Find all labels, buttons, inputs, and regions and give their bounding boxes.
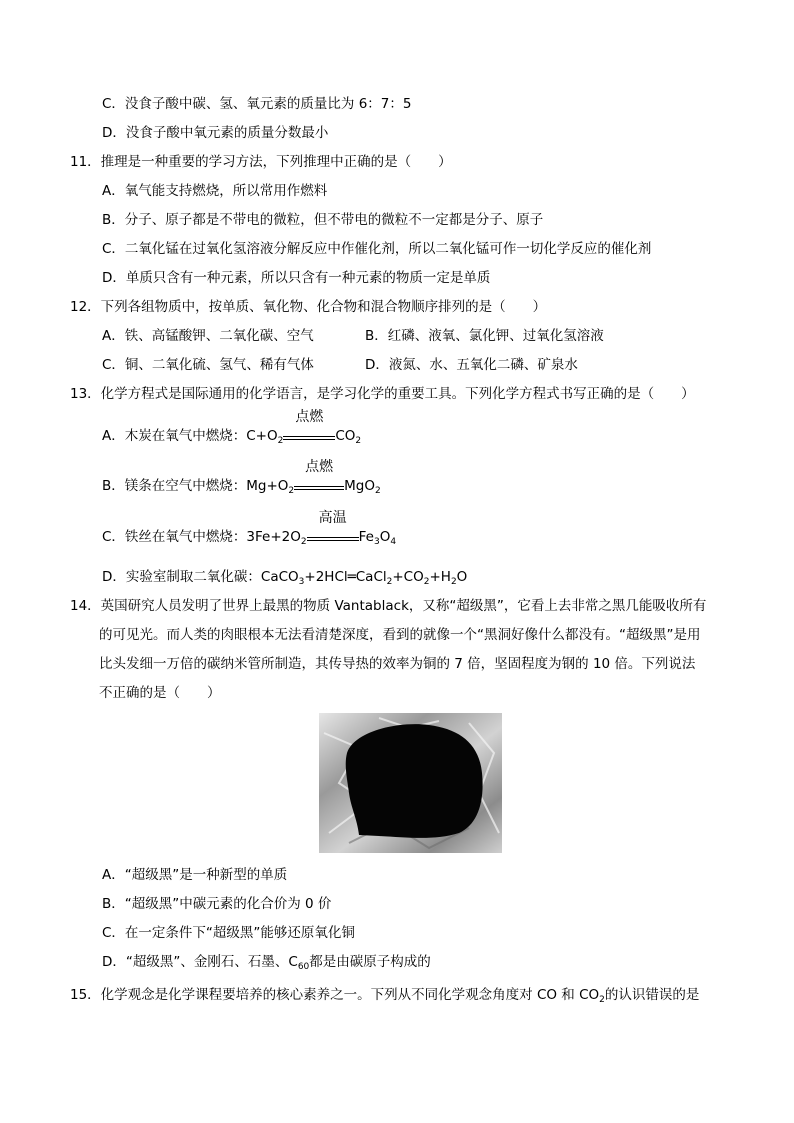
reaction-condition: 点燃 [305,459,334,475]
question-12-option-d: D．液氮、水、五氧化二磷、矿泉水 [365,357,578,373]
subscript: 60 [297,962,310,972]
question-12-option-a: A．铁、高锰酸钾、二氧化碳、空气 [102,328,314,344]
question-13-stem: 13．化学方程式是国际通用的化学语言，是学习化学的重要工具。下列化学方程式书写正确的是（ ） [70,386,695,402]
question-13-option-d [102,568,467,586]
question-13-option-c [102,510,397,547]
question-10-option-d: D．没食子酸中氧元素的质量分数最小 [102,125,329,141]
question-14-option-b: B．“超级黑”中碳元素的化合价为 0 价 [102,896,332,912]
equation-c-product: Fe [358,529,374,545]
equation-d-part: +H [429,569,451,585]
subscript: 3 [298,577,305,587]
equation-b-label: B．镁条在空气中燃烧：Mg+O [102,478,289,494]
question-14-option-d [102,953,431,971]
equation-d-part: +CO [392,569,424,585]
reaction-arrow [294,459,344,490]
reaction-arrow [307,510,359,541]
question-12-stem: 12．下列各组物质中，按单质、氧化物、化合物和混合物顺序排列的是（ ） [70,299,547,315]
option-d-text: D．“超级黑”、金刚石、石墨、C [102,954,298,970]
question-12-option-b: B．红磷、液氧、氯化钾、过氧化氢溶液 [365,328,604,344]
question-12-option-c: C．铜、二氧化硫、氢气、稀有气体 [102,357,314,373]
question-15-stem [70,986,699,1004]
reaction-arrow [283,409,335,440]
equation-c-label: C．铁丝在氧气中燃烧：3Fe+2O [102,529,301,545]
question-13-option-b [102,459,381,496]
option-d-text-tail: 都是由碳原子构成的 [309,954,431,970]
subscript: 3 [373,537,380,547]
equation-b-product: MgO [344,478,375,494]
question-15-text-tail: 的认识错误的是 [604,987,700,1003]
subscript: 2 [355,436,362,446]
equation-a-product: CO [335,428,356,444]
equation-d-part: O [456,569,468,585]
question-14-stem-line-3: 比头发细一万倍的碳纳米管所制造，其传导热的效率为铜的 7 倍，坚固程度为钢的 10 倍。下列说法 [99,656,696,672]
question-11-option-b: B．分子、原子都是不带电的微粒，但不带电的微粒不一定都是分子、原子 [102,212,544,228]
subscript: 2 [277,436,284,446]
subscript: 2 [288,486,295,496]
equation-d-label: D．实验室制取二氧化碳：CaCO [102,569,299,585]
question-14-option-c: C．在一定条件下“超级黑”能够还原氧化铜 [102,925,355,941]
subscript: 4 [390,537,397,547]
subscript: 2 [599,995,605,1005]
subscript: 2 [423,577,430,587]
question-14-stem-line-2: 的可见光。而人类的肉眼根本无法看清楚深度，看到的就像一个“黑洞好像什么都没有。“超级黑”是用 [99,627,701,643]
question-14-stem-line-1: 14．英国研究人员发明了世界上最黑的物质 Vantablack，又称“超级黑”，它看上去非常之黑几能吸收所有 [70,598,707,614]
subscript: 2 [375,486,381,496]
question-11-stem: 11．推理是一种重要的学习方法，下列推理中正确的是（ ） [70,154,452,170]
question-10-option-c: C．没食子酸中碳、氢、氧元素的质量比为 6：7：5 [102,96,412,112]
question-14-option-a: A．“超级黑”是一种新型的单质 [102,867,288,883]
vantablack-sample-photo [319,713,502,853]
subscript: 2 [300,537,307,547]
question-13-option-a [102,409,362,446]
subscript: 2 [386,577,393,587]
reaction-condition: 点燃 [295,409,324,425]
equation-a-label: A．木炭在氧气中燃烧：C+O [102,428,278,444]
equation-c-product-o: O [379,529,391,545]
question-11-option-c: C．二氧化锰在过氧化氢溶液分解反应中作催化剂，所以二氧化锰可作一切化学反应的催化剂 [102,241,652,257]
question-14-stem-line-4: 不正确的是（ ） [99,685,221,701]
question-11-option-a: A．氧气能支持燃烧，所以常用作燃料 [102,183,328,199]
subscript: 2 [450,577,457,587]
equation-d-part: +2HCl═CaCl [304,569,387,585]
reaction-condition: 高温 [318,510,347,526]
question-11-option-d: D．单质只含有一种元素，所以只含有一种元素的物质一定是单质 [102,270,491,286]
question-15-text: 15．化学观念是化学课程要培养的核心素养之一。下列从不同化学观念角度对 CO 和 CO [70,987,600,1003]
